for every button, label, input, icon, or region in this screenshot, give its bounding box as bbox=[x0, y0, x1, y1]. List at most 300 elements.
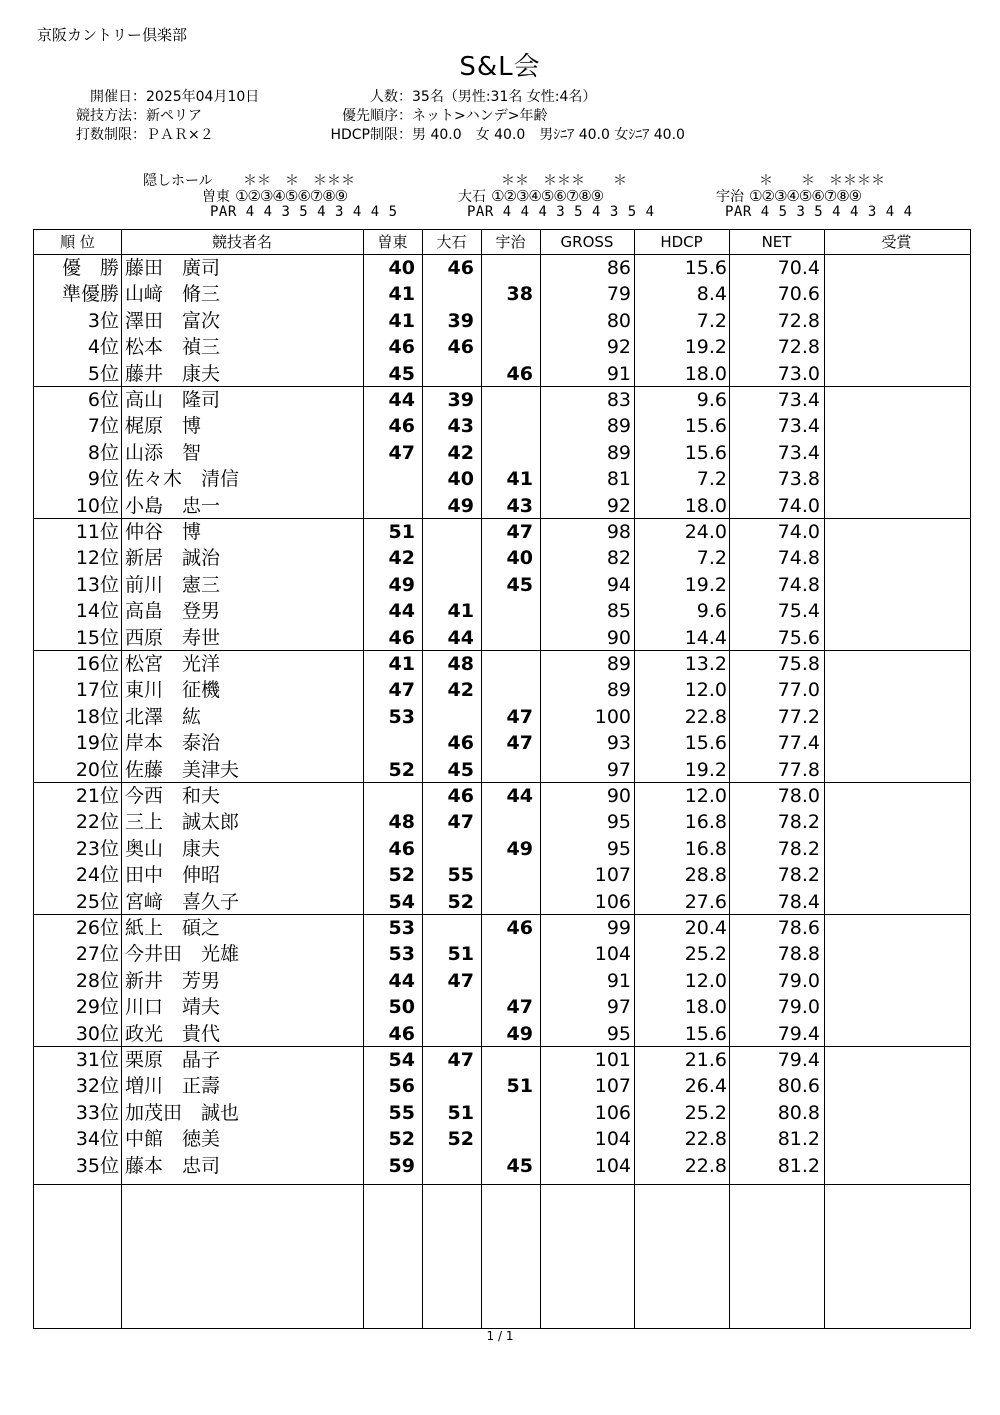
rank-cell: 11位 bbox=[75, 521, 119, 543]
course-stars: ＊＊ ＊＊＊ ＊ bbox=[501, 173, 627, 189]
score-uji-cell: 47 bbox=[506, 732, 533, 755]
hdcp-cell: 15.6 bbox=[684, 257, 727, 279]
name-cell: 小島 忠一 bbox=[125, 494, 221, 517]
name-cell: 北澤 紘 bbox=[125, 705, 202, 728]
table-row bbox=[34, 729, 970, 755]
rank-cell: 31位 bbox=[75, 1049, 119, 1071]
net-cell: 75.8 bbox=[777, 653, 820, 675]
rank-cell: 32位 bbox=[75, 1075, 119, 1098]
gross-cell: 95 bbox=[606, 811, 631, 834]
hdcp-cell: 15.6 bbox=[684, 732, 727, 755]
table-row bbox=[34, 492, 970, 518]
hdcp-cell: 22.8 bbox=[684, 705, 727, 728]
name-cell: 川口 靖夫 bbox=[125, 996, 221, 1019]
page-number: 1 / 1 bbox=[486, 1329, 514, 1343]
score-ooishi-cell: 49 bbox=[447, 494, 474, 517]
header-hdcp: HDCP bbox=[660, 233, 703, 251]
score-sone-cell: 46 bbox=[388, 336, 415, 359]
score-uji-cell: 40 bbox=[506, 547, 533, 570]
score-sone-cell bbox=[365, 729, 415, 755]
header-net: NET bbox=[761, 233, 792, 251]
table-row bbox=[34, 412, 970, 438]
hdcp-cell: 7.2 bbox=[696, 547, 727, 570]
table-row bbox=[34, 967, 970, 993]
rank-cell: 9位 bbox=[87, 468, 119, 491]
hdcp-cell: 9.6 bbox=[696, 600, 727, 623]
table-row bbox=[34, 439, 970, 465]
hole-numbers: ①②③④⑤⑥⑦⑧⑨ bbox=[749, 187, 862, 205]
header-gross: GROSS bbox=[560, 233, 614, 251]
table-row bbox=[34, 703, 970, 729]
gross-cell: 106 bbox=[594, 890, 631, 913]
net-cell: 77.8 bbox=[777, 758, 820, 781]
table-row bbox=[34, 597, 970, 623]
gross-cell: 89 bbox=[606, 679, 631, 702]
net-cell: 74.8 bbox=[777, 547, 820, 570]
gross-cell: 97 bbox=[606, 758, 631, 781]
score-sone-cell: 54 bbox=[388, 1049, 415, 1071]
score-ooishi-cell: 46 bbox=[447, 785, 474, 807]
net-cell: 72.8 bbox=[777, 309, 820, 332]
par-values: 4 4 4 3 5 4 3 5 4 bbox=[502, 204, 655, 220]
hdcp-cell: 16.8 bbox=[684, 811, 727, 834]
net-cell: 73.4 bbox=[777, 415, 820, 438]
score-sone-cell: 46 bbox=[388, 1022, 415, 1045]
gross-cell: 97 bbox=[606, 996, 631, 1019]
header-sone: 曽東 bbox=[377, 233, 408, 251]
score-uji-cell bbox=[483, 333, 533, 359]
name-cell: 今西 和夫 bbox=[125, 785, 221, 807]
score-uji-cell: 47 bbox=[506, 996, 533, 1019]
score-ooishi-cell bbox=[424, 1152, 474, 1178]
rank-cell: 33位 bbox=[75, 1101, 119, 1124]
score-uji-cell: 41 bbox=[506, 468, 533, 491]
header-name: 競技者名 bbox=[211, 233, 272, 251]
name-cell: 高畠 登男 bbox=[125, 600, 221, 623]
gross-cell: 98 bbox=[606, 521, 631, 543]
score-uji-cell: 51 bbox=[506, 1075, 533, 1098]
score-uji-cell bbox=[483, 412, 533, 438]
rank-cell: 26位 bbox=[75, 917, 119, 939]
score-ooishi-cell: 45 bbox=[447, 758, 474, 781]
gross-cell: 107 bbox=[594, 864, 631, 887]
par-label: PAR bbox=[467, 204, 494, 220]
rank-cell: 27位 bbox=[75, 943, 119, 966]
table-row bbox=[34, 808, 970, 834]
rank-cell: 16位 bbox=[75, 653, 119, 675]
hdcp-cell: 15.6 bbox=[684, 1022, 727, 1045]
page-title: S&L会 bbox=[459, 52, 541, 82]
score-sone-cell: 47 bbox=[388, 679, 415, 702]
info-value: 2025年04月10日 bbox=[146, 89, 260, 105]
rank-cell: 23位 bbox=[75, 837, 119, 860]
table-row bbox=[34, 280, 970, 306]
hole-numbers: ①②③④⑤⑥⑦⑧⑨ bbox=[491, 187, 604, 205]
score-sone-cell: 46 bbox=[388, 415, 415, 438]
header-award: 受賞 bbox=[881, 233, 912, 251]
info-label: 人数 bbox=[370, 89, 398, 105]
table-row bbox=[34, 1046, 970, 1072]
score-uji-cell bbox=[483, 386, 533, 412]
gross-cell: 79 bbox=[606, 283, 631, 306]
rank-cell: 4位 bbox=[87, 336, 119, 359]
table-row bbox=[34, 624, 970, 650]
score-sone-cell: 45 bbox=[388, 362, 415, 385]
info-row-priority: 優先順序：ネット>ハンデ>年齢 bbox=[300, 105, 685, 124]
name-cell: 増川 正壽 bbox=[125, 1075, 221, 1098]
score-sone-cell: 55 bbox=[388, 1101, 415, 1124]
name-cell: 紙上 碩之 bbox=[125, 917, 221, 939]
rank-cell: 17位 bbox=[75, 679, 119, 702]
info-row-method: 競技方法：新ペリア bbox=[50, 105, 259, 124]
net-cell: 78.4 bbox=[777, 890, 820, 913]
gross-cell: 89 bbox=[606, 441, 631, 464]
name-cell: 中館 徳美 bbox=[125, 1128, 221, 1151]
table-row bbox=[34, 360, 970, 386]
score-ooishi-cell: 51 bbox=[447, 1101, 474, 1124]
gross-cell: 92 bbox=[606, 494, 631, 517]
info-value: 新ペリア bbox=[146, 108, 202, 124]
score-ooishi-cell: 42 bbox=[447, 679, 474, 702]
gross-cell: 91 bbox=[606, 969, 631, 992]
score-ooishi-cell: 41 bbox=[447, 600, 474, 623]
gross-cell: 80 bbox=[606, 309, 631, 332]
rank-cell: 8位 bbox=[87, 441, 119, 464]
net-cell: 75.6 bbox=[777, 626, 820, 649]
net-cell: 80.6 bbox=[777, 1075, 820, 1098]
info-value: 男 40.0 女 40.0 男ｼﾆｱ 40.0 女ｼﾆｱ 40.0 bbox=[412, 127, 685, 143]
rank-cell: 24位 bbox=[75, 864, 119, 887]
course-name: 曽東 bbox=[202, 189, 230, 205]
score-sone-cell: 49 bbox=[388, 573, 415, 596]
score-ooishi-cell bbox=[424, 703, 474, 729]
score-ooishi-cell bbox=[424, 544, 474, 570]
rank-cell: 25位 bbox=[75, 890, 119, 913]
table-row bbox=[34, 571, 970, 597]
net-cell: 74.8 bbox=[777, 573, 820, 596]
score-sone-cell: 41 bbox=[388, 653, 415, 675]
gross-cell: 89 bbox=[606, 653, 631, 675]
score-ooishi-cell: 55 bbox=[447, 864, 474, 887]
net-cell: 77.2 bbox=[777, 705, 820, 728]
info-value: 35名（男性:31名 女性:4名） bbox=[412, 89, 597, 105]
net-cell: 79.4 bbox=[777, 1022, 820, 1045]
score-uji-cell bbox=[483, 1125, 533, 1151]
header-uji: 宇治 bbox=[495, 233, 526, 251]
info-label: 開催日 bbox=[90, 89, 132, 105]
score-sone-cell bbox=[365, 782, 415, 808]
name-cell: 西原 寿世 bbox=[125, 626, 221, 649]
hdcp-cell: 7.2 bbox=[696, 468, 727, 491]
gross-cell: 100 bbox=[594, 705, 631, 728]
course-block bbox=[202, 186, 347, 206]
net-cell: 79.0 bbox=[777, 969, 820, 992]
score-sone-cell: 41 bbox=[388, 309, 415, 332]
rank-cell: 14位 bbox=[75, 600, 119, 623]
gross-cell: 90 bbox=[606, 626, 631, 649]
score-sone-cell: 41 bbox=[388, 283, 415, 306]
net-cell: 73.4 bbox=[777, 389, 820, 411]
course-name: 宇治 bbox=[716, 189, 744, 205]
table-row bbox=[34, 861, 970, 887]
score-sone-cell: 44 bbox=[388, 969, 415, 992]
gross-cell: 81 bbox=[606, 468, 631, 491]
score-sone-cell: 44 bbox=[388, 600, 415, 623]
score-uji-cell bbox=[483, 439, 533, 465]
table-row bbox=[34, 650, 970, 676]
gross-cell: 104 bbox=[594, 943, 631, 966]
hdcp-cell: 12.0 bbox=[684, 785, 727, 807]
name-cell: 栗原 晶子 bbox=[125, 1049, 221, 1071]
info-row-hdcp: HDCP制限：男 40.0 女 40.0 男ｼﾆｱ 40.0 女ｼﾆｱ 40.0 bbox=[300, 124, 685, 143]
header-ooishi: 大石 bbox=[436, 233, 467, 251]
hdcp-cell: 18.0 bbox=[684, 494, 727, 517]
score-uji-cell bbox=[483, 1046, 533, 1072]
hdcp-cell: 21.6 bbox=[684, 1049, 727, 1071]
net-cell: 79.0 bbox=[777, 996, 820, 1019]
net-cell: 80.8 bbox=[777, 1101, 820, 1124]
net-cell: 79.4 bbox=[777, 1049, 820, 1071]
table-row bbox=[34, 544, 970, 570]
rank-cell: 5位 bbox=[87, 362, 119, 385]
score-ooishi-cell bbox=[424, 1020, 474, 1046]
table-row bbox=[34, 914, 970, 940]
rank-cell: 20位 bbox=[75, 758, 119, 781]
name-cell: 三上 誠太郎 bbox=[125, 811, 240, 834]
hdcp-cell: 14.4 bbox=[684, 626, 727, 649]
score-ooishi-cell: 48 bbox=[447, 653, 474, 675]
hdcp-cell: 18.0 bbox=[684, 362, 727, 385]
rank-cell: 15位 bbox=[75, 626, 119, 649]
gross-cell: 107 bbox=[594, 1075, 631, 1098]
score-uji-cell: 45 bbox=[506, 573, 533, 596]
score-uji-cell bbox=[483, 888, 533, 914]
score-ooishi-cell: 46 bbox=[447, 257, 474, 279]
hdcp-cell: 7.2 bbox=[696, 309, 727, 332]
score-uji-cell bbox=[483, 254, 533, 280]
score-ooishi-cell bbox=[424, 360, 474, 386]
net-cell: 78.2 bbox=[777, 864, 820, 887]
score-sone-cell: 51 bbox=[388, 521, 415, 543]
score-sone-cell: 53 bbox=[388, 705, 415, 728]
course-block bbox=[716, 186, 861, 206]
score-ooishi-cell: 47 bbox=[447, 1049, 474, 1071]
table-row bbox=[34, 1125, 970, 1151]
score-ooishi-cell bbox=[424, 518, 474, 544]
course-name: 大石 bbox=[458, 189, 486, 205]
score-sone-cell: 52 bbox=[388, 864, 415, 887]
table-row bbox=[34, 756, 970, 782]
score-sone-cell bbox=[365, 492, 415, 518]
table-row bbox=[34, 993, 970, 1019]
info-value: ネット>ハンデ>年齢 bbox=[412, 108, 548, 124]
rank-cell: 7位 bbox=[87, 415, 119, 438]
score-ooishi-cell bbox=[424, 1072, 474, 1098]
net-cell: 75.4 bbox=[777, 600, 820, 623]
rank-cell: 18位 bbox=[75, 705, 119, 728]
score-ooishi-cell: 47 bbox=[447, 969, 474, 992]
hole-numbers: ①②③④⑤⑥⑦⑧⑨ bbox=[235, 187, 348, 205]
score-ooishi-cell: 52 bbox=[447, 1128, 474, 1151]
name-cell: 加茂田 誠也 bbox=[125, 1101, 240, 1124]
score-sone-cell: 53 bbox=[388, 917, 415, 939]
info-label: 競技方法 bbox=[76, 108, 132, 124]
net-cell: 77.0 bbox=[777, 679, 820, 702]
hdcp-cell: 25.2 bbox=[684, 943, 727, 966]
table-row bbox=[34, 333, 970, 359]
rank-cell: 19位 bbox=[75, 732, 119, 755]
gross-cell: 99 bbox=[606, 917, 631, 939]
club-name: 京阪カントリー倶楽部 bbox=[37, 26, 188, 44]
gross-cell: 90 bbox=[606, 785, 631, 807]
par-label: PAR bbox=[725, 204, 752, 220]
score-ooishi-cell: 40 bbox=[447, 468, 474, 491]
name-cell: 藤本 忠司 bbox=[125, 1154, 221, 1177]
score-sone-cell: 52 bbox=[388, 1128, 415, 1151]
table-row bbox=[34, 1020, 970, 1046]
rank-cell: 10位 bbox=[75, 494, 119, 517]
gross-cell: 82 bbox=[606, 547, 631, 570]
hdcp-cell: 8.4 bbox=[696, 283, 727, 306]
table-row bbox=[34, 782, 970, 808]
net-cell: 78.8 bbox=[777, 943, 820, 966]
net-cell: 70.6 bbox=[777, 283, 820, 306]
rank-cell: 3位 bbox=[87, 309, 119, 332]
gross-cell: 95 bbox=[606, 1022, 631, 1045]
table-row bbox=[34, 1072, 970, 1098]
group-divider bbox=[34, 1184, 970, 1185]
score-uji-cell bbox=[483, 1099, 533, 1125]
gross-cell: 104 bbox=[594, 1154, 631, 1177]
score-uji-cell bbox=[483, 861, 533, 887]
score-sone-cell: 54 bbox=[388, 890, 415, 913]
info-row-date: 開催日：2025年04月10日 bbox=[50, 86, 259, 105]
hdcp-cell: 13.2 bbox=[684, 653, 727, 675]
score-sone-cell: 46 bbox=[388, 837, 415, 860]
gross-cell: 94 bbox=[606, 573, 631, 596]
score-sone-cell bbox=[365, 465, 415, 491]
score-ooishi-cell: 42 bbox=[447, 441, 474, 464]
header-rank: 順 位 bbox=[60, 233, 95, 251]
hdcp-cell: 19.2 bbox=[684, 758, 727, 781]
name-cell: 今井田 光雄 bbox=[125, 943, 240, 966]
hdcp-cell: 19.2 bbox=[684, 573, 727, 596]
score-sone-cell: 50 bbox=[388, 996, 415, 1019]
score-ooishi-cell: 39 bbox=[447, 389, 474, 411]
gross-cell: 91 bbox=[606, 362, 631, 385]
name-cell: 佐藤 美津夫 bbox=[125, 758, 240, 781]
name-cell: 藤田 廣司 bbox=[125, 257, 221, 279]
hdcp-cell: 28.8 bbox=[684, 864, 727, 887]
info-row-limit: 打数制限：ＰＡＲ×２ bbox=[50, 124, 259, 143]
hdcp-cell: 22.8 bbox=[684, 1128, 727, 1151]
net-cell: 78.2 bbox=[777, 837, 820, 860]
name-cell: 松本 禎三 bbox=[125, 336, 221, 359]
name-cell: 山﨑 脩三 bbox=[125, 283, 221, 306]
table-row bbox=[34, 307, 970, 333]
name-cell: 仲谷 博 bbox=[125, 521, 202, 543]
rank-cell: 35位 bbox=[75, 1154, 119, 1177]
score-sone-cell: 56 bbox=[388, 1075, 415, 1098]
gross-cell: 93 bbox=[606, 732, 631, 755]
net-cell: 78.6 bbox=[777, 917, 820, 939]
hdcp-cell: 15.6 bbox=[684, 441, 727, 464]
net-cell: 74.0 bbox=[777, 521, 820, 543]
score-ooishi-cell: 39 bbox=[447, 309, 474, 332]
score-uji-cell: 38 bbox=[506, 283, 533, 306]
score-ooishi-cell: 46 bbox=[447, 336, 474, 359]
rank-cell: 21位 bbox=[75, 785, 119, 807]
table-row bbox=[34, 676, 970, 702]
table-row bbox=[34, 1099, 970, 1125]
rank-cell: 28位 bbox=[75, 969, 119, 992]
score-uji-cell: 46 bbox=[506, 362, 533, 385]
hdcp-cell: 15.6 bbox=[684, 415, 727, 438]
hdcp-cell: 16.8 bbox=[684, 837, 727, 860]
score-ooishi-cell: 52 bbox=[447, 890, 474, 913]
net-cell: 74.0 bbox=[777, 494, 820, 517]
course-stars: ＊ ＊ ＊＊＊＊ bbox=[759, 173, 885, 189]
score-uji-cell: 47 bbox=[506, 705, 533, 728]
table-row bbox=[34, 386, 970, 412]
rank-cell: 13位 bbox=[75, 573, 119, 596]
name-cell: 新居 誠治 bbox=[125, 547, 221, 570]
net-cell: 81.2 bbox=[777, 1154, 820, 1177]
score-ooishi-cell bbox=[424, 914, 474, 940]
hdcp-cell: 22.8 bbox=[684, 1154, 727, 1177]
name-cell: 政光 貴代 bbox=[125, 1022, 221, 1045]
gross-cell: 92 bbox=[606, 336, 631, 359]
course-block bbox=[458, 186, 603, 206]
table-row bbox=[34, 940, 970, 966]
hdcp-cell: 18.0 bbox=[684, 996, 727, 1019]
score-ooishi-cell bbox=[424, 571, 474, 597]
net-cell: 77.4 bbox=[777, 732, 820, 755]
score-sone-cell: 42 bbox=[388, 547, 415, 570]
net-cell: 73.4 bbox=[777, 441, 820, 464]
course-stars: ＊＊ ＊ ＊＊＊ bbox=[243, 173, 355, 189]
net-cell: 81.2 bbox=[777, 1128, 820, 1151]
score-uji-cell bbox=[483, 624, 533, 650]
par-values: 4 5 3 5 4 4 3 4 4 bbox=[760, 204, 913, 220]
rank-cell: 22位 bbox=[75, 811, 119, 834]
table-row bbox=[34, 1152, 970, 1178]
score-uji-cell: 44 bbox=[506, 785, 533, 807]
hdcp-cell: 19.2 bbox=[684, 336, 727, 359]
score-ooishi-cell: 43 bbox=[447, 415, 474, 438]
name-cell: 松宮 光洋 bbox=[125, 653, 221, 675]
name-cell: 宮﨑 喜久子 bbox=[125, 890, 240, 913]
name-cell: 田中 伸昭 bbox=[125, 864, 221, 887]
hdcp-cell: 9.6 bbox=[696, 389, 727, 411]
info-label: 打数制限 bbox=[76, 127, 132, 143]
hdcp-cell: 12.0 bbox=[684, 969, 727, 992]
score-uji-cell: 49 bbox=[506, 1022, 533, 1045]
name-cell: 岸本 泰治 bbox=[125, 732, 221, 755]
info-label: 優先順序 bbox=[342, 108, 398, 124]
rank-cell: 6位 bbox=[87, 389, 119, 411]
score-uji-cell bbox=[483, 597, 533, 623]
info-row-count: 人数：35名（男性:31名 女性:4名） bbox=[300, 86, 685, 105]
rank-cell: 準優勝 bbox=[61, 283, 119, 306]
net-cell: 73.0 bbox=[777, 362, 820, 385]
hdcp-cell: 12.0 bbox=[684, 679, 727, 702]
info-value: ＰＡＲ×２ bbox=[146, 127, 214, 143]
net-cell: 73.8 bbox=[777, 468, 820, 491]
par-row bbox=[725, 204, 913, 220]
name-cell: 梶原 博 bbox=[125, 415, 202, 438]
score-sone-cell: 53 bbox=[388, 943, 415, 966]
